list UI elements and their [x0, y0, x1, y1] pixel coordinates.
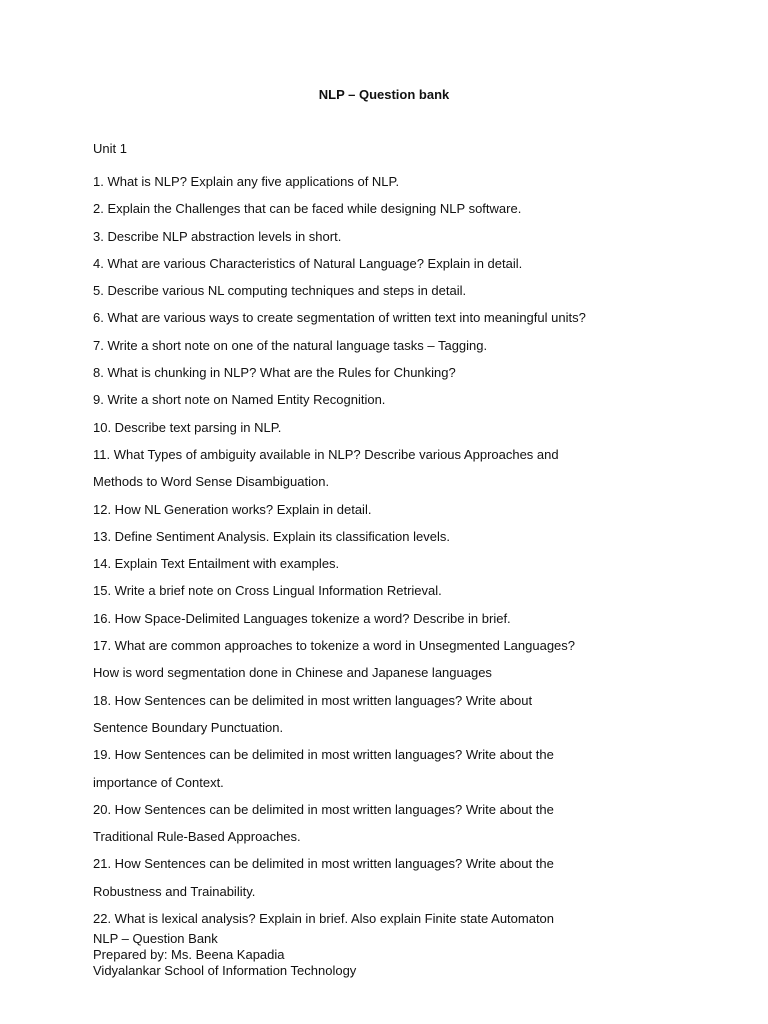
question-line: 10. Describe text parsing in NLP.: [93, 419, 282, 435]
question-line: 18. How Sentences can be delimited in most written languages? Write about: [93, 692, 533, 708]
question-line: 22. What is lexical analysis? Explain in brief. Also explain Finite state Automaton: [93, 911, 555, 927]
question-line: 15. Write a brief note on Cross Lingual Information Retrieval.: [93, 583, 442, 599]
question-line: 16. How Space-Delimited Languages tokenize a word? Describe in brief.: [93, 610, 511, 626]
page-footer: [93, 931, 356, 979]
question-line: 20. How Sentences can be delimited in most written languages? Write about the: [93, 801, 554, 817]
question-list: [93, 168, 693, 932]
question-line: 19. How Sentences can be delimited in most written languages? Write about the: [93, 747, 554, 763]
unit-heading: Unit 1: [93, 141, 127, 156]
question-line: importance of Context.: [93, 774, 224, 790]
question-line: Traditional Rule-Based Approaches.: [93, 829, 301, 845]
question-line: 12. How NL Generation works? Explain in detail.: [93, 501, 372, 517]
question-line: 1. What is NLP? Explain any five applications of NLP.: [93, 174, 400, 189]
question-line: 9. Write a short note on Named Entity Recognition.: [93, 392, 386, 408]
question-line: 5. Describe various NL computing techniques and steps in detail.: [93, 283, 467, 299]
footer-institution: Vidyalankar School of Information Technology: [93, 963, 357, 978]
footer-doc-name: NLP – Question Bank: [93, 931, 218, 946]
question-line: Methods to Word Sense Disambiguation.: [93, 474, 330, 490]
question-line: 6. What are various ways to create segmentation of written text into meaningful units?: [93, 310, 586, 326]
question-line: 13. Define Sentiment Analysis. Explain its classification levels.: [93, 528, 450, 544]
question-line: 14. Explain Text Entailment with examples.: [93, 556, 340, 572]
question-line: How is word segmentation done in Chinese and Japanese languages: [93, 665, 492, 681]
question-line: 11. What Types of ambiguity available in NLP? Describe various Approaches and: [93, 446, 559, 462]
question-line: Robustness and Trainability.: [93, 883, 256, 899]
footer-author: Prepared by: Ms. Beena Kapadia: [93, 947, 285, 962]
question-line: 8. What is chunking in NLP? What are the Rules for Chunking?: [93, 365, 456, 381]
question-line: Sentence Boundary Punctuation.: [93, 719, 284, 735]
question-line: 4. What are various Characteristics of Natural Language? Explain in detail.: [93, 255, 523, 271]
question-line: 3. Describe NLP abstraction levels in short.: [93, 228, 342, 244]
question-line: 17. What are common approaches to tokenize a word in Unsegmented Languages?: [93, 638, 576, 654]
question-line: 2. Explain the Challenges that can be faced while designing NLP software.: [93, 201, 522, 217]
question-line: 7. Write a short note on one of the natural language tasks – Tagging.: [93, 337, 488, 353]
document-title: NLP – Question bank: [318, 87, 450, 102]
question-line: 21. How Sentences can be delimited in most written languages? Write about the: [93, 856, 554, 872]
